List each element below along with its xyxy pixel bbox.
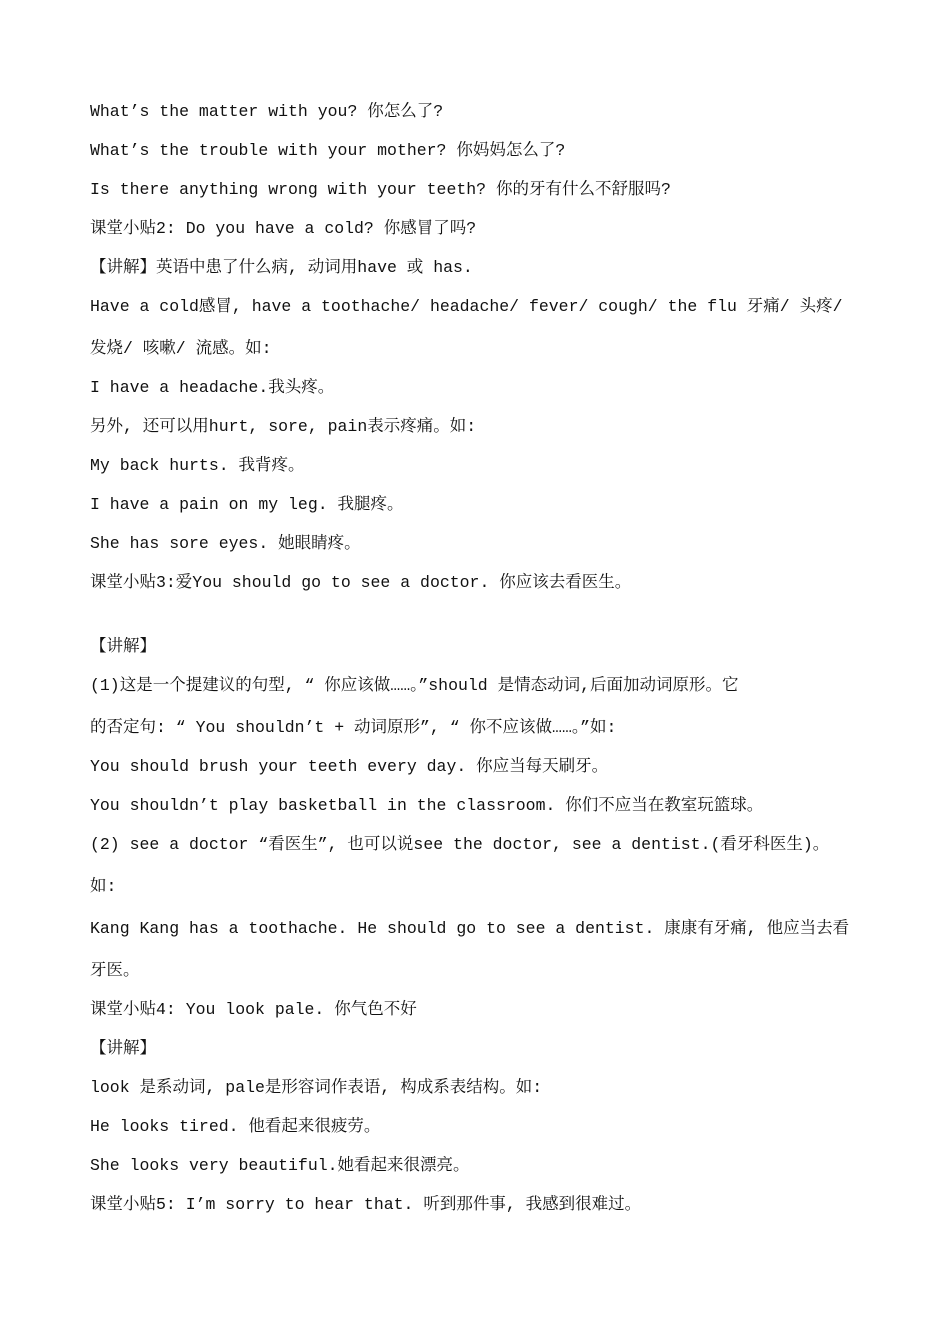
text-line: 的否定句: “ You shouldn’t + 动词原形”, “ 你不应该做……。”如:: [90, 718, 617, 737]
example-line: He looks tired. 他看起来很疲劳。: [90, 1117, 381, 1136]
example-line: 牙医。: [90, 961, 140, 980]
text-line: 另外, 还可以用hurt, sore, pain表示疼痛。如:: [90, 417, 477, 436]
tip-heading: 课堂小贴3:爱You should go to see a doctor. 你应该去看医生。: [90, 573, 632, 592]
text-line: What’s the matter with you? 你怎么了?: [90, 102, 444, 121]
text-line: Have a cold感冒, have a toothache/ headache/ fever/ cough/ the flu 牙痛/ 头疼/: [90, 297, 843, 316]
text-line: (1)这是一个提建议的句型, “ 你应该做……。”should 是情态动词,后面加动词原形。它: [90, 676, 739, 695]
example-line: You should brush your teeth every day. 你应当每天刷牙。: [90, 757, 609, 776]
example-line: You shouldn’t play basketball in the classroom. 你们不应当在教室玩篮球。: [90, 796, 764, 815]
example-line: I have a headache.我头疼。: [90, 378, 335, 397]
text-line: Is there anything wrong with your teeth? 你的牙有什么不舒服吗?: [90, 180, 671, 199]
example-line: My back hurts. 我背疼。: [90, 456, 305, 475]
text-line: 发烧/ 咳嗽/ 流感。如:: [90, 339, 272, 358]
tip-heading: 课堂小贴4: You look pale. 你气色不好: [90, 1000, 417, 1019]
tip-heading: 课堂小贴2: Do you have a cold? 你感冒了吗?: [90, 219, 477, 238]
tip-heading: 课堂小贴5: I’m sorry to hear that. 听到那件事, 我感到很难过。: [90, 1195, 642, 1214]
text-line: (2) see a doctor “看医生”, 也可以说see the doctor, see a dentist.(看牙科医生)。: [90, 835, 830, 854]
explanation-heading: 【讲解】: [90, 637, 156, 656]
text-line: What’s the trouble with your mother? 你妈妈怎么了?: [90, 141, 566, 160]
document-body: [90, 98, 890, 1219]
example-line: Kang Kang has a toothache. He should go to see a dentist. 康康有牙痛, 他应当去看: [90, 919, 850, 938]
text-line: 如:: [90, 877, 117, 896]
example-line: She has sore eyes. 她眼睛疼。: [90, 534, 361, 553]
explanation-heading: 【讲解】: [90, 1039, 156, 1058]
example-line: I have a pain on my leg. 我腿疼。: [90, 495, 404, 514]
text-line: look 是系动词, pale是形容词作表语, 构成系表结构。如:: [90, 1078, 543, 1097]
explanation-line: 【讲解】英语中患了什么病, 动词用have 或 has.: [90, 258, 473, 277]
example-line: She looks very beautiful.她看起来很漂亮。: [90, 1156, 470, 1175]
